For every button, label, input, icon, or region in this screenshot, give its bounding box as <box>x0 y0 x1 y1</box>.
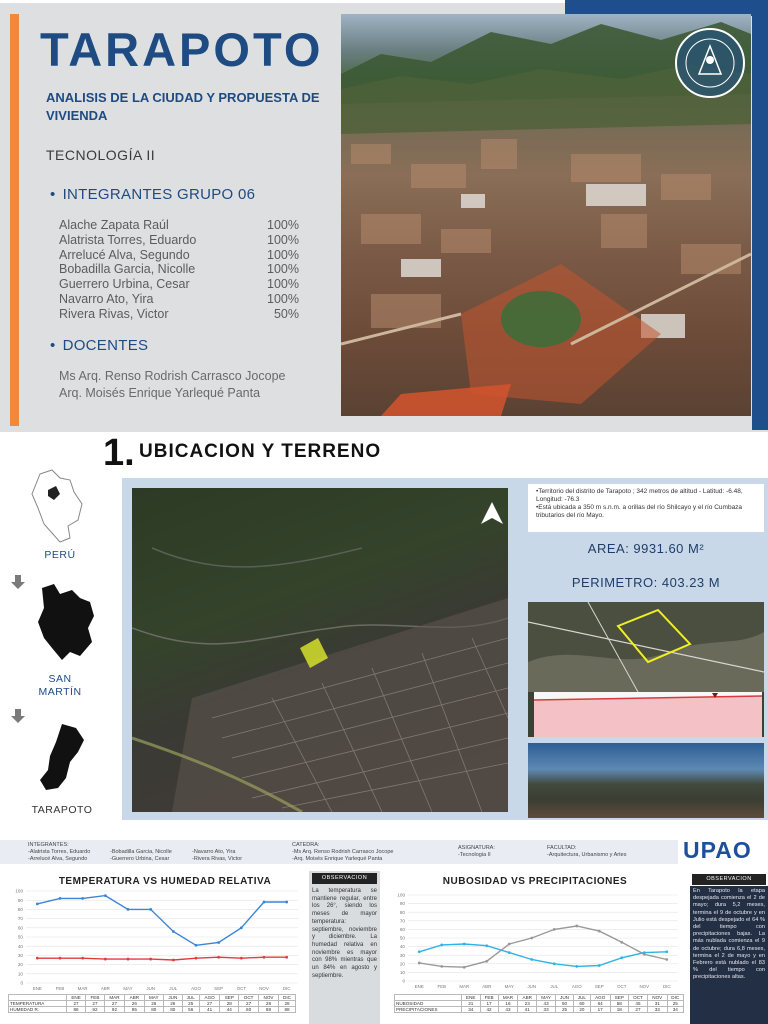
member-pct: 100% <box>267 262 299 277</box>
table-cell: ABR <box>125 995 144 1001</box>
data-point <box>81 957 84 960</box>
table-cell: 26 <box>144 1001 164 1007</box>
subtitle: ANALISIS DE LA CIUDAD Y PROPUESTA DE VIVIENDA <box>46 90 320 123</box>
data-point <box>59 957 62 960</box>
x-tick-label: MAR <box>77 986 88 991</box>
site-info-text <box>528 484 764 532</box>
table-cell: 27 <box>628 1007 647 1013</box>
integrantes-item: -Bobadilla Garcia, Nicolle <box>110 849 172 855</box>
data-point <box>440 943 443 946</box>
integrantes-item: -Navarro Ato, Yira <box>192 849 236 855</box>
table-cell: 80 <box>164 1007 183 1013</box>
x-tick-label: MAY <box>123 986 133 991</box>
x-tick-label: ABR <box>100 986 110 991</box>
member-row <box>59 262 299 277</box>
data-point <box>36 902 39 905</box>
data-point <box>440 965 443 968</box>
y-tick-label: 70 <box>17 916 23 922</box>
data-point <box>620 941 623 944</box>
integrantes-item: -Guerrero Urbina, Cesar <box>110 856 170 862</box>
table-cell: 44 <box>220 1007 239 1013</box>
chart-title-nubosidad: NUBOSIDAD VS PRECIPITACIONES <box>442 876 628 887</box>
y-tick-label: 0 <box>20 980 23 986</box>
integrantes-col <box>28 842 90 863</box>
table-cell: OCT <box>239 995 259 1001</box>
y-tick-label: 100 <box>15 888 23 894</box>
data-point <box>104 958 107 961</box>
table-cell: NUBOSIDAD <box>395 1001 462 1007</box>
seal-emblem-icon <box>677 30 743 96</box>
terrain-aerial-illustration <box>528 602 764 692</box>
data-point <box>240 957 243 960</box>
table-row <box>395 1007 684 1013</box>
data-point <box>485 944 488 947</box>
table-cell: 33 <box>537 1007 556 1013</box>
table-cell: 17 <box>590 1007 610 1013</box>
table-cell: PRECIPITACIONES <box>395 1007 462 1013</box>
x-tick-label: JUL <box>169 986 178 991</box>
members-list <box>59 218 299 322</box>
x-tick-label: MAR <box>459 984 470 989</box>
observation-panel-right <box>690 876 768 1024</box>
data-point <box>463 943 466 946</box>
asignatura-col <box>458 845 495 859</box>
y-tick-label: 20 <box>399 961 405 967</box>
x-tick-label: ENE <box>32 986 42 991</box>
location-label-san-martin: SAN MARTÍN <box>38 673 82 698</box>
orange-accent-bar <box>10 14 19 426</box>
section-title: UBICACION Y TERRENO <box>139 441 382 462</box>
data-point <box>463 966 466 969</box>
table-cell: DIC <box>667 995 683 1001</box>
teacher-name: Ms Arq. Renso Rodrish Carrasco Jocope <box>59 369 286 383</box>
x-tick-label: DIC <box>662 984 671 989</box>
table-cell: 26 <box>164 1001 183 1007</box>
course-name: TECNOLOGÍA II <box>46 147 156 163</box>
table-cell: 25 <box>182 1001 199 1007</box>
data-point <box>172 959 175 962</box>
data-point <box>195 957 198 960</box>
table-cell: DIC <box>279 995 296 1001</box>
navy-accent-side <box>752 0 768 430</box>
location-label-tarapoto: TARAPOTO <box>31 804 93 816</box>
site-info-item: • Territorio del distrito de Tarapoto ; 342 metros de altitud - Latitud: -6.48, Longitud: -76.3 <box>536 488 760 504</box>
data-point <box>217 941 220 944</box>
member-pct: 100% <box>267 277 299 292</box>
member-row <box>59 248 299 263</box>
table-cell: 28 <box>258 1001 278 1007</box>
table-cell: JUL <box>573 995 590 1001</box>
satellite-map-frame <box>122 478 518 820</box>
member-row <box>59 218 299 233</box>
x-tick-label: ENE <box>414 984 424 989</box>
data-point <box>285 901 288 904</box>
peru-map-icon <box>30 468 86 544</box>
table-cell: 41 <box>518 1007 537 1013</box>
table-cell: 25 <box>667 1001 683 1007</box>
table-cell: MAY <box>537 995 556 1001</box>
y-tick-label: 90 <box>399 901 405 907</box>
table-cell: 60 <box>239 1007 259 1013</box>
table-cell: AGO <box>199 995 219 1001</box>
member-row <box>59 292 299 307</box>
table-cell: 33 <box>648 1007 667 1013</box>
data-point <box>263 956 266 959</box>
table-cell: JUN <box>556 995 574 1001</box>
x-tick-label: MAY <box>504 984 514 989</box>
integrantes-col <box>110 849 172 863</box>
data-point <box>172 930 175 933</box>
facultad-col <box>547 845 626 859</box>
data-point <box>104 894 107 897</box>
table-cell: 23 <box>518 1001 537 1007</box>
data-point <box>59 897 62 900</box>
san-martin-map-icon <box>34 582 98 662</box>
table-cell: 45 <box>628 1001 647 1007</box>
observation-panel-left <box>309 871 380 1024</box>
x-tick-label: SEP <box>214 986 224 991</box>
facultad-label: FACULTAD: <box>547 845 577 851</box>
table-cell: MAR <box>498 995 518 1001</box>
table-cell: AGO <box>590 995 610 1001</box>
data-point <box>508 951 511 954</box>
observation-header: OBSERVACION <box>312 873 377 884</box>
x-tick-label: NOV <box>259 986 269 991</box>
y-tick-label: 90 <box>17 897 23 903</box>
member-pct: 100% <box>267 218 299 232</box>
elevation-profile-graph <box>534 692 762 737</box>
member-name: Rivera Rivas, Victor <box>59 306 169 321</box>
integrantes-item: -Rivera Rivas, Victor <box>192 856 243 862</box>
chart-title-temperatura: TEMPERATURA VS HUMEDAD RELATIVA <box>58 876 272 887</box>
satellite-map <box>132 488 508 812</box>
data-point <box>240 926 243 929</box>
table-cell: 27 <box>199 1001 219 1007</box>
table-cell: MAY <box>144 995 164 1001</box>
data-point <box>665 950 668 953</box>
down-arrow-icon <box>10 708 26 724</box>
table-cell: ABR <box>518 995 537 1001</box>
integrantes-item: -Arrelucé Alva, Segundo <box>28 856 88 862</box>
upao-logo: UPAO <box>683 837 752 863</box>
table-cell: 17 <box>480 1001 498 1007</box>
member-name: Arrelucé Alva, Segundo <box>59 247 190 262</box>
data-point <box>149 958 152 961</box>
data-point <box>620 956 623 959</box>
table-cell: 80 <box>144 1007 164 1013</box>
table-cell: 86 <box>66 1007 85 1013</box>
teacher-name: Arq. Moisés Enrique Yarlequé Panta <box>59 386 261 400</box>
catedra-col <box>292 842 393 863</box>
y-tick-label: 40 <box>399 944 405 950</box>
y-tick-label: 80 <box>17 907 23 912</box>
satellite-map-illustration <box>132 488 508 812</box>
data-point <box>127 908 130 911</box>
site-info-item: • Está ubicada a 350 m s.n.m. a orillas del río Shilcayo y el río Cumbaza tributarios del río Mayo. <box>536 504 760 520</box>
table-cell: 34 <box>667 1007 683 1013</box>
table-cell: 60 <box>573 1001 590 1007</box>
table-cell: 58 <box>610 1001 628 1007</box>
series-line-1 <box>37 896 286 946</box>
table-cell: MAR <box>104 995 124 1001</box>
y-tick-label: 100 <box>397 892 405 898</box>
data-point <box>149 908 152 911</box>
x-tick-label: JUN <box>146 986 155 991</box>
member-row <box>59 233 299 248</box>
y-tick-label: 60 <box>399 927 405 932</box>
data-point <box>530 937 533 940</box>
table-cell: JUN <box>164 995 183 1001</box>
y-tick-label: 20 <box>17 962 23 968</box>
member-pct: 100% <box>267 291 299 306</box>
y-tick-label: 70 <box>399 918 405 924</box>
x-tick-label: JUN <box>527 984 537 989</box>
data-point <box>263 901 266 904</box>
table-cell: 43 <box>537 1001 556 1007</box>
data-point <box>530 958 533 961</box>
teachers-list <box>59 368 285 402</box>
table-cell: 27 <box>66 1001 85 1007</box>
integrantes-item: -Alatrista Torres, Eduardo <box>28 849 91 855</box>
cloud-precipitation-chart <box>382 885 682 999</box>
location-label-peru: PERÚ <box>44 549 76 561</box>
y-tick-label: 30 <box>17 953 23 958</box>
table-row <box>9 1007 296 1013</box>
table-cell: 92 <box>86 1007 105 1013</box>
teachers-header: • DOCENTES <box>50 337 148 354</box>
y-tick-label: 50 <box>17 934 23 940</box>
y-tick-label: 80 <box>399 909 405 915</box>
cover-panel <box>0 0 768 432</box>
table-cell: 64 <box>590 1001 610 1007</box>
table-cell: 34 <box>461 1007 480 1013</box>
table-cell: 27 <box>104 1001 124 1007</box>
data-point <box>665 958 668 961</box>
section-number: 1. <box>103 432 135 474</box>
table-cell: OCT <box>628 995 647 1001</box>
y-tick-label: 10 <box>399 970 405 975</box>
data-point <box>217 956 220 959</box>
y-tick-label: 60 <box>17 925 23 931</box>
university-seal-logo <box>675 28 745 98</box>
data-point <box>553 928 556 931</box>
credits-strip <box>0 840 678 864</box>
x-tick-label: OCT <box>617 984 627 989</box>
member-name: Navarro Ato, Yira <box>59 291 154 306</box>
member-name: Guerrero Urbina, Cesar <box>59 277 190 292</box>
table-cell: 50 <box>556 1001 574 1007</box>
y-tick-label: 40 <box>17 943 23 949</box>
member-pct: 100% <box>267 247 299 262</box>
table-cell: 28 <box>220 1001 239 1007</box>
observation-text: En Tarapoto la etapa despejada comienza el 2 de mayo; dura 5,2 meses, termina el 9 de octubre y en Julio está despejado el 64 % del tiempo con precipitaciones bajas. La más nublada comienza el 9 de octubre; dura 6,8 meses, termina el 2 de mayo y en Febrero está nublado el 83 % del tiempo con precipitaciones altas. <box>693 888 765 981</box>
table-cell: 56 <box>182 1007 199 1013</box>
y-tick-label: 0 <box>402 978 405 984</box>
table-cell: HUMEDAD R. <box>9 1007 67 1013</box>
y-tick-label: 50 <box>399 935 405 941</box>
data-point <box>598 930 601 933</box>
table-cell: SEP <box>220 995 239 1001</box>
table-cell: 27 <box>239 1001 259 1007</box>
series-line-0 <box>37 957 286 960</box>
table-cell: 88 <box>258 1007 278 1013</box>
table-cell: 25 <box>556 1007 574 1013</box>
x-tick-label: FEB <box>55 986 65 991</box>
integrantes-col <box>192 849 242 863</box>
member-pct: 100% <box>267 232 299 247</box>
north-arrow-icon <box>479 500 505 526</box>
x-tick-label: ABR <box>482 984 492 989</box>
data-point <box>598 964 601 967</box>
members-header: • INTEGRANTES GRUPO 06 <box>50 186 255 203</box>
table-cell: 18 <box>610 1007 628 1013</box>
temperature-humidity-chart <box>8 885 304 999</box>
table-cell: 95 <box>125 1007 144 1013</box>
location-section <box>0 432 768 837</box>
data-point <box>553 962 556 965</box>
elevation-profile <box>534 692 762 737</box>
page-title: TARAPOTO <box>40 23 324 76</box>
x-tick-label: AGO <box>571 984 582 989</box>
table-cell: SEP <box>610 995 628 1001</box>
data-point <box>575 925 578 928</box>
table-cell: 43 <box>498 1007 518 1013</box>
table-cell: ENE <box>461 995 480 1001</box>
integrantes-label: INTEGRANTES: <box>28 842 69 848</box>
table-cell: 41 <box>199 1007 219 1013</box>
data-point <box>485 960 488 963</box>
table-cell: 28 <box>279 1001 296 1007</box>
data-point <box>508 943 511 946</box>
table-cell: 88 <box>279 1007 296 1013</box>
data-point <box>127 958 130 961</box>
table-cell: 26 <box>125 1001 144 1007</box>
data-point <box>418 962 421 965</box>
data-point <box>36 957 39 960</box>
cloud-data-table <box>394 994 684 1013</box>
catedra-item: -Ms Arq. Renso Rodrish Carrasco Jocope <box>292 849 394 855</box>
x-tick-label: AGO <box>191 986 201 991</box>
x-tick-label: DIC <box>282 986 291 991</box>
terrain-horizon-view <box>528 743 764 818</box>
table-cell: 27 <box>86 1001 105 1007</box>
tarapoto-map-icon <box>36 722 92 792</box>
table-cell: FEB <box>480 995 498 1001</box>
data-point <box>575 965 578 968</box>
member-pct: 50% <box>273 306 299 321</box>
data-point <box>643 951 646 954</box>
table-cell: JUL <box>182 995 199 1001</box>
data-point <box>81 897 84 900</box>
table-cell: ENE <box>66 995 85 1001</box>
table-cell: 42 <box>480 1007 498 1013</box>
catedra-label: CATEDRA: <box>292 842 320 848</box>
x-tick-label: NOV <box>639 984 650 989</box>
catedra-item: -Arq. Moisés Enrique Yarlequé Panta <box>292 856 383 862</box>
data-point <box>418 950 421 953</box>
table-cell: 31 <box>648 1001 667 1007</box>
table-cell: 92 <box>104 1007 124 1013</box>
observation-text: La temperatura se mantiene regular, entre los 26°, siendo los meses de mayor temperatura: septiembre, noviembre y diciembre. La humedad relativa en noviembre es mayor con 98% mientras que un 84% en agosto y septiembre. <box>312 888 377 979</box>
data-point <box>285 956 288 959</box>
table-cell: 21 <box>461 1001 480 1007</box>
footer-section <box>0 837 768 1024</box>
asignatura-value: -Tecnologia II <box>458 852 491 858</box>
table-cell: FEB <box>86 995 105 1001</box>
member-name: Bobadilla Garcia, Nicolle <box>59 262 196 277</box>
observation-header: OBSERVACION <box>692 874 766 885</box>
asignatura-label: ASIGNATURA: <box>458 845 495 851</box>
x-tick-label: SEP <box>594 984 604 989</box>
member-row <box>59 307 299 322</box>
table-cell: 16 <box>498 1001 518 1007</box>
y-tick-label: 10 <box>17 971 23 977</box>
member-name: Alatrista Torres, Eduardo <box>59 232 197 247</box>
x-tick-label: OCT <box>236 986 246 991</box>
x-tick-label: JUL <box>550 984 559 989</box>
x-tick-label: FEB <box>437 984 447 989</box>
down-arrow-icon <box>10 574 26 590</box>
table-cell: NOV <box>648 995 667 1001</box>
table-cell: TEMPERATURA <box>9 1001 67 1007</box>
temperature-data-table <box>8 994 296 1013</box>
city-aerial-photo <box>341 14 751 416</box>
facultad-value: -Arquitectura, Urbanismo y Artes <box>547 852 627 858</box>
y-tick-label: 30 <box>399 952 405 958</box>
data-point <box>195 944 198 947</box>
table-cell: NOV <box>258 995 278 1001</box>
perimeter-value: PERIMETRO: 403.23 M <box>528 572 764 593</box>
table-cell: 20 <box>573 1007 590 1013</box>
area-value: AREA: 9931.60 M² <box>528 538 764 559</box>
member-row <box>59 277 299 292</box>
member-name: Alache Zapata Raúl <box>59 218 169 232</box>
